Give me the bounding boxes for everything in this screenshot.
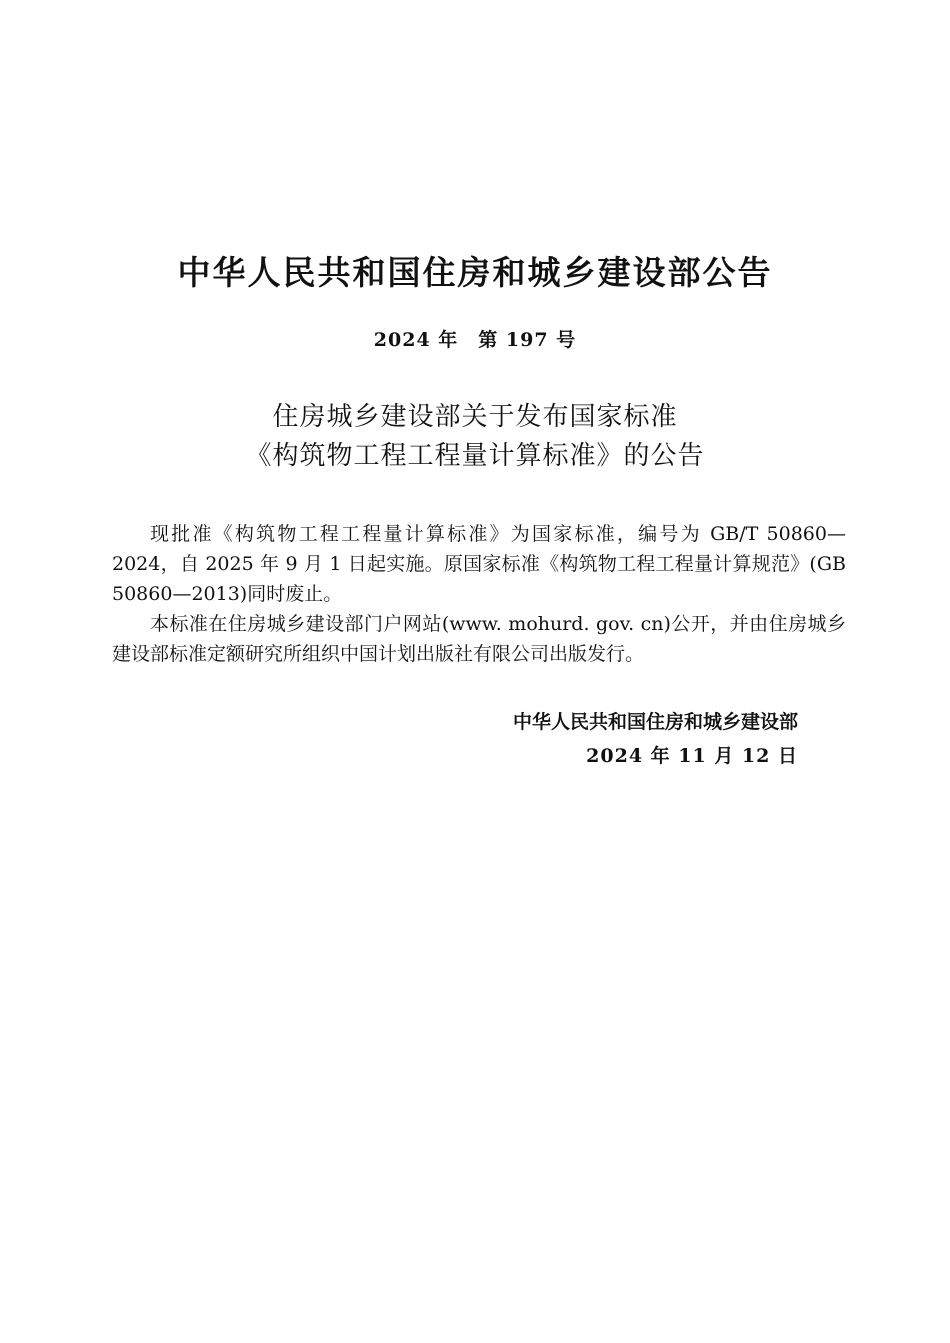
subtitle-line-2: 《构筑物工程工程量计算标准》的公告 xyxy=(245,441,705,471)
body-paragraph-1: 现批准《构筑物工程工程量计算标准》为国家标准，编号为 GB/T 50860—2024，自 2025 年 9 月 1 日起实施。原国家标准《构筑物工程工程量计算规范》(GB 50860—2013)同时废止。 xyxy=(112,523,846,605)
body-paragraph-2: 本标准在住房城乡建设部门户网站(www. mohurd. gov. cn)公开，并由住房城乡建设部标准定额研究所组织中国计划出版社有限公司出版发行。 xyxy=(112,613,846,665)
announcement-number: 2024 年 第 197 号 xyxy=(373,329,577,351)
signature-block xyxy=(513,706,798,772)
announcement-subtitle xyxy=(0,398,950,476)
signature-organization: 中华人民共和国住房和城乡建设部 xyxy=(512,711,798,733)
subtitle-line-1: 住房城乡建设部关于发布国家标准 xyxy=(272,402,678,432)
signature-date: 2024 年 11 月 12 日 xyxy=(586,745,798,767)
announcement-body xyxy=(112,519,846,669)
announcement-title: 中华人民共和国住房和城乡建设部公告 xyxy=(177,253,773,292)
